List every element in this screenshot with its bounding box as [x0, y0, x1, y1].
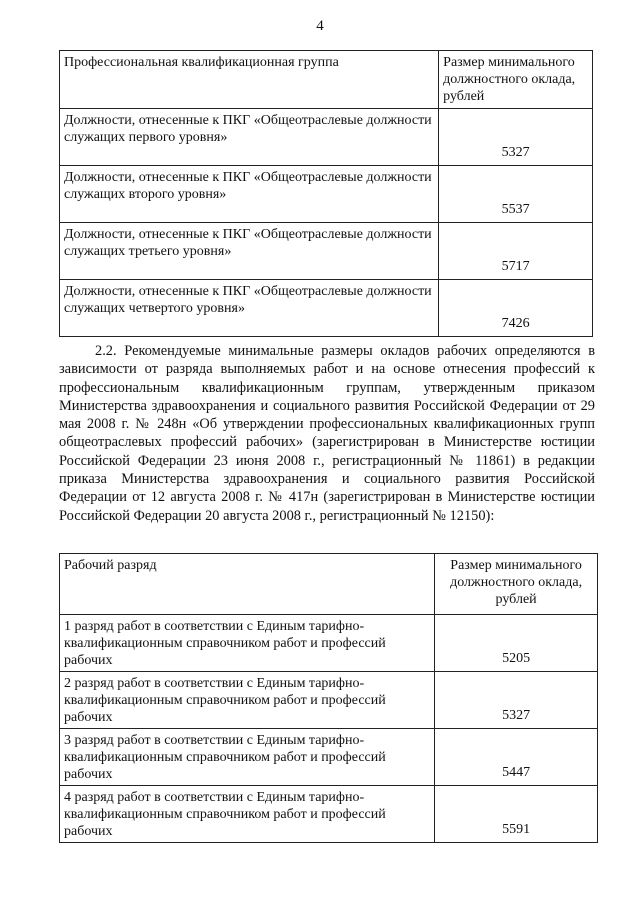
row-label: Должности, отнесенные к ПКГ «Общеотраслевые должности служащих четвертого уровня»	[60, 280, 439, 337]
row-label: Должности, отнесенные к ПКГ «Общеотраслевые должности служащих второго уровня»	[60, 166, 439, 223]
row-value: 7426	[439, 280, 593, 337]
row-value: 5205	[435, 615, 598, 672]
table-header-row	[60, 554, 598, 615]
row-label: 1 разряд работ в соответствии с Единым тарифно-квалификационным справочником работ и профессий рабочих	[60, 615, 435, 672]
table-row	[60, 786, 598, 843]
row-value: 5327	[439, 109, 593, 166]
row-value: 5591	[435, 786, 598, 843]
table-row	[60, 729, 598, 786]
row-label: 3 разряд работ в соответствии с Единым тарифно-квалификационным справочником работ и профессий рабочих	[60, 729, 435, 786]
row-label: 2 разряд работ в соответствии с Единым тарифно-квалификационным справочником работ и профессий рабочих	[60, 672, 435, 729]
row-label: 4 разряд работ в соответствии с Единым тарифно-квалификационным справочником работ и профессий рабочих	[60, 786, 435, 843]
salary-table-employees	[59, 50, 593, 337]
row-value: 5447	[435, 729, 598, 786]
table-row	[60, 166, 593, 223]
paragraph-2-2: 2.2. Рекомендуемые минимальные размеры окладов рабочих определяются в зависимости от разряда выполняемых работ и на основе отнесения профессий к профессиональным квалификационным группам, утвержденным приказом Министерства здравоохранения и социального развития Российской Федерации от 29 мая 2008 г. № 248н «Об утверждении профессиональных квалификационных групп общеотраслевых профессий рабочих» (зарегистрирован в Министерстве юстиции Российской Федерации 23 июня 2008 г., регистрационный № 11861) в редакции приказа Министерства здравоохранения и социального развития Российской Федерации от 12 августа 2008 г. № 417н (зарегистрирован в Министерстве юстиции Российской Федерации 20 августа 2008 г., регистрационный № 12150):	[59, 343, 595, 524]
table-row	[60, 109, 593, 166]
salary-table-workers	[59, 553, 598, 843]
header-cell-salary: Размер минимального должностного оклада, рублей	[439, 51, 593, 109]
table-row	[60, 672, 598, 729]
table-row	[60, 223, 593, 280]
row-value: 5537	[439, 166, 593, 223]
header-cell-grade: Рабочий разряд	[60, 554, 435, 615]
row-value: 5327	[435, 672, 598, 729]
page-number: 4	[316, 18, 324, 34]
table-header-row	[60, 51, 593, 109]
row-label: Должности, отнесенные к ПКГ «Общеотраслевые должности служащих первого уровня»	[60, 109, 439, 166]
table-row	[60, 615, 598, 672]
header-cell-group: Профессиональная квалификационная группа	[60, 51, 439, 109]
row-label: Должности, отнесенные к ПКГ «Общеотраслевые должности служащих третьего уровня»	[60, 223, 439, 280]
header-cell-salary: Размер минимального должностного оклада, рублей	[435, 554, 598, 615]
table-row	[60, 280, 593, 337]
row-value: 5717	[439, 223, 593, 280]
